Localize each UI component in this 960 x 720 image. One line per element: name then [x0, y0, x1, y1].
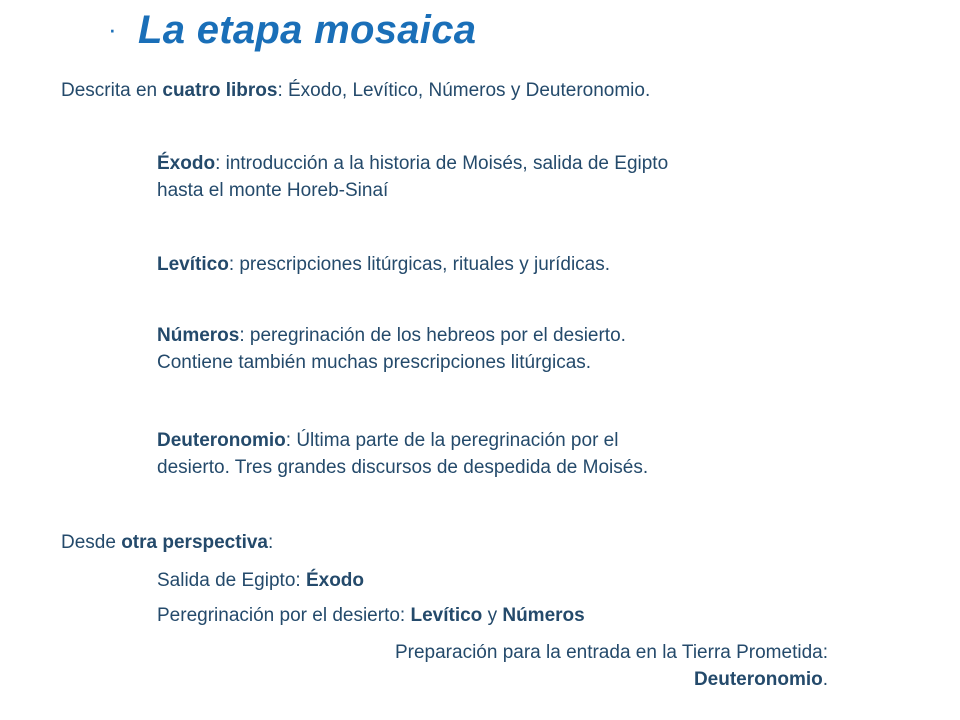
book-exodo-line2: hasta el monte Horeb-Sinaí — [157, 180, 389, 201]
perspective-heading — [61, 529, 273, 556]
perspective-item-2-mid: y — [482, 605, 503, 626]
perspective-item-2 — [157, 602, 585, 629]
book-deuteronomio — [157, 427, 648, 481]
title-bullet: · — [108, 14, 117, 44]
perspective-item-1-text: Salida de Egipto: — [157, 570, 306, 591]
book-exodo — [157, 150, 668, 204]
intro-paragraph — [61, 77, 650, 104]
book-levitico-desc: : prescripciones litúrgicas, rituales y jurídicas. — [228, 254, 611, 275]
book-numeros-desc: : peregrinación de los hebreos por el desierto. — [239, 325, 626, 346]
perspective-item-1-bold: Éxodo — [305, 570, 365, 591]
perspective-item-3-line1: Preparación para la entrada en la Tierra Prometida: — [394, 642, 828, 663]
perspective-post: : — [268, 532, 274, 553]
book-numeros — [157, 322, 626, 376]
perspective-item-1 — [157, 567, 364, 594]
perspective-item-2-text: Peregrinación por el desierto: — [157, 605, 411, 626]
book-numeros-name: Números — [157, 325, 240, 346]
intro-text-bold: cuatro libros — [162, 80, 278, 101]
book-deuteronomio-desc: : Última parte de la peregrinación por el — [285, 430, 619, 451]
perspective-item-2-bold-2: Números — [502, 605, 585, 626]
book-exodo-name: Éxodo — [157, 153, 216, 174]
book-exodo-line1 — [157, 150, 668, 177]
book-deuteronomio-line2: desierto. Tres grandes discursos de despedida de Moisés. — [157, 457, 649, 478]
book-levitico-name: Levítico — [157, 254, 229, 275]
book-levitico — [157, 251, 610, 278]
book-exodo-desc: : introducción a la historia de Moisés, salida de Egipto — [215, 153, 669, 174]
perspective-item-3 — [282, 639, 828, 693]
perspective-pre: Desde — [61, 532, 122, 553]
book-numeros-line2: Contiene también muchas prescripciones litúrgicas. — [157, 352, 592, 373]
book-numeros-line1 — [157, 322, 626, 349]
slide-title: La etapa mosaica — [138, 8, 477, 52]
book-deuteronomio-line1 — [157, 427, 648, 454]
perspective-item-3-end: . — [822, 669, 828, 690]
perspective-item-2-bold-1: Levítico — [410, 605, 483, 626]
perspective-bold: otra perspectiva — [121, 532, 268, 553]
book-levitico-line1 — [157, 251, 610, 278]
perspective-item-3-bold: Deuteronomio — [693, 669, 823, 690]
perspective-item-3-line2 — [282, 666, 828, 693]
book-deuteronomio-name: Deuteronomio — [157, 430, 286, 451]
intro-text-post: : Éxodo, Levítico, Números y Deuteronomio. — [277, 80, 651, 101]
intro-text-pre: Descrita en — [61, 80, 163, 101]
